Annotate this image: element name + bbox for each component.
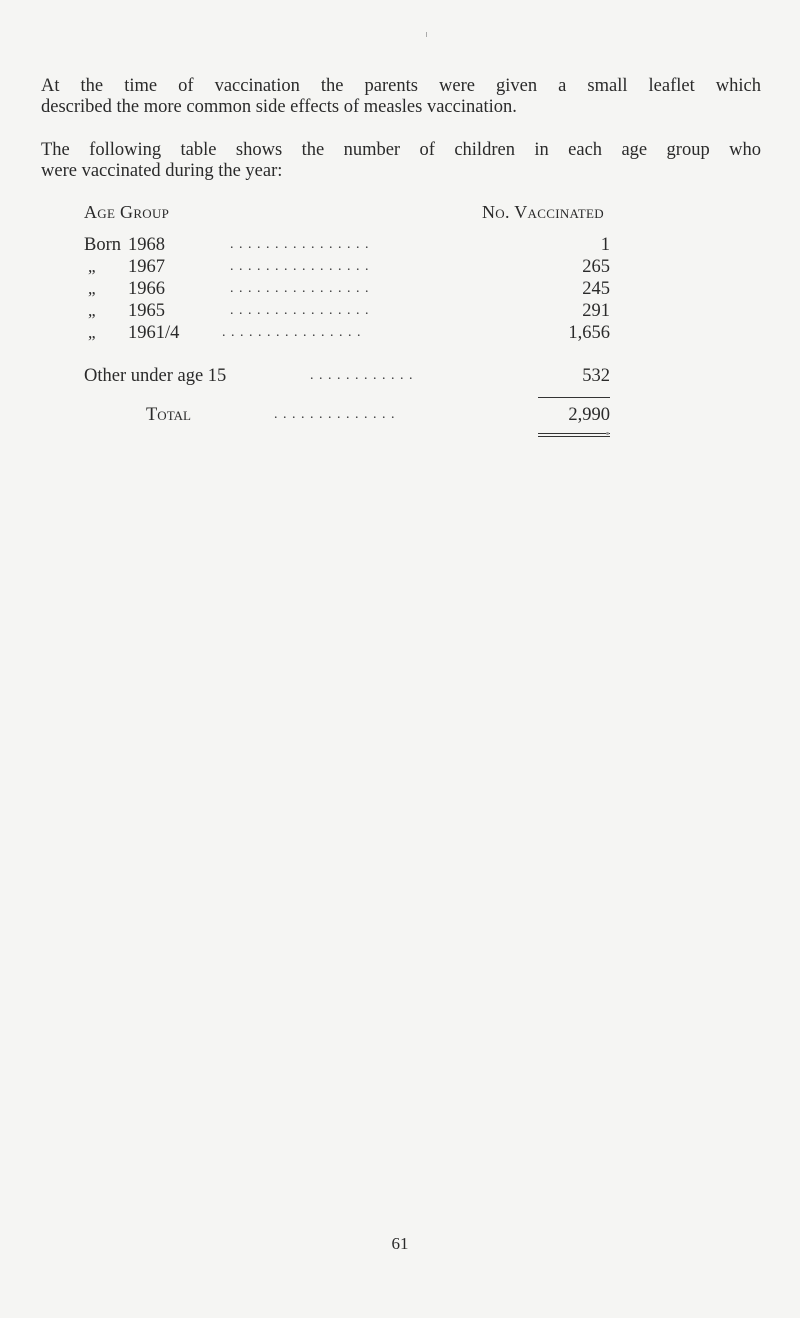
intro-paragraph-2: [41, 140, 761, 182]
dot-leader: . . . . . . . . . . . .: [310, 368, 414, 383]
dot-leader: . . . . . . . . . . . . . .: [274, 407, 396, 422]
row-year: 1965: [128, 301, 165, 321]
table-row: [84, 278, 610, 300]
dot-leader: . . . . . . . . . . . . . . . .: [230, 259, 370, 274]
row-year: 1966: [128, 279, 165, 299]
table-row: [84, 256, 610, 278]
table-row-other: [84, 365, 610, 387]
sum-rule: [538, 397, 610, 398]
row-value: 265: [582, 257, 610, 277]
row-value: 245: [582, 279, 610, 299]
ditto-mark: „: [88, 301, 96, 320]
column-header-age-group: Age Group: [84, 202, 170, 222]
total-label: Total: [146, 405, 191, 425]
intro-paragraph-2-line-1: The following table shows the number of children in each age group who: [41, 140, 761, 160]
row-label: Other under age 15: [84, 366, 227, 386]
row-year: 1967: [128, 257, 165, 277]
intro-paragraph-1-line-1: At the time of vaccination the parents were given a small leaflet which: [41, 76, 761, 96]
ditto-mark: „: [88, 279, 96, 298]
ditto-mark: „: [88, 323, 96, 342]
row-value: 1: [600, 235, 610, 255]
ink-dot: [606, 432, 609, 435]
row-value: 1,656: [568, 323, 610, 343]
intro-paragraph-2-line-2: were vaccinated during the year:: [41, 161, 283, 181]
table-row: [84, 234, 610, 256]
row-prefix: Born: [84, 235, 121, 255]
dot-leader: . . . . . . . . . . . . . . . .: [230, 281, 370, 296]
dot-leader: . . . . . . . . . . . . . . . .: [230, 303, 370, 318]
table-row: [84, 300, 610, 322]
dot-leader: . . . . . . . . . . . . . . . .: [230, 237, 370, 252]
page-number: 61: [391, 1234, 409, 1253]
column-header-no-vaccinated: No. Vaccinated: [482, 202, 604, 222]
table-row-total: [84, 404, 610, 426]
ditto-mark: „: [88, 257, 96, 276]
row-year: 1961/4: [128, 323, 180, 343]
row-year: 1968: [128, 235, 165, 255]
row-value: 291: [582, 301, 610, 321]
total-double-rule-bottom: [538, 436, 610, 437]
intro-paragraph-1-line-2: described the more common side effects of measles vaccination.: [41, 97, 517, 117]
intro-paragraph-1: [41, 76, 761, 118]
total-double-rule-top: [538, 433, 610, 434]
scan-speck: [426, 32, 427, 37]
row-value: 532: [582, 366, 610, 386]
dot-leader: . . . . . . . . . . . . . . . .: [222, 325, 362, 340]
total-value: 2,990: [568, 405, 610, 425]
table-row: [84, 322, 610, 344]
